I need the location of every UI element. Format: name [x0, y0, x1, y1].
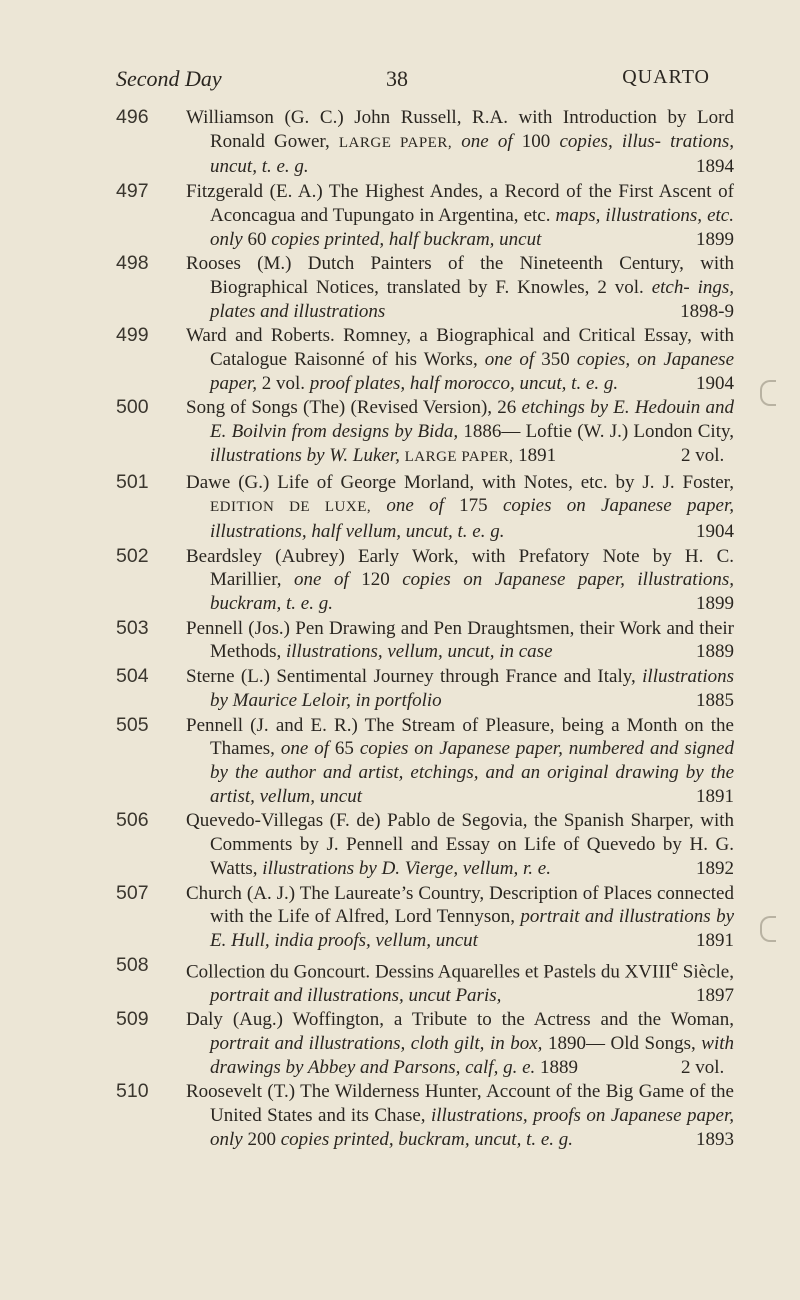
margin-bracket — [760, 380, 776, 406]
lot-description: Quevedo-Villegas (F. de) Pablo de Segovia, the Spanish Sharper, with Comments by J. Pennell and Essay on Life of Quevedo by H. G. Watts, illustrations by D. Vierge, vellum, r. e. 1892 — [186, 810, 734, 879]
lot-number: 507 — [116, 881, 149, 904]
page-number: 38 — [386, 66, 408, 91]
lot-description: Williamson (G. C.) John Russell, R.A. with Introduction by Lord Ronald Gower, LARGE PAPER, one of 100 copies, illus- trations, uncut, t. e. g. 1894 — [186, 107, 734, 178]
lot-number: 502 — [116, 544, 149, 567]
lot-description: Church (A. J.) The Laureate’s Country, Description of Places connected with the Life of Alfred, Lord Tennyson, portrait and illustrations by E. Hull, india proofs, vellum, uncut 1891 — [186, 882, 734, 951]
lot-year: 1891 — [696, 929, 734, 951]
lot-number: 505 — [116, 713, 149, 736]
lot-year: 1898-9 — [680, 300, 734, 322]
lot-entry — [0, 882, 800, 953]
lot-description: Ward and Roberts. Romney, a Biographical and Critical Essay, with Catalogue Raisonné of his Works, one of 350 copies, on Japanese paper, 2 vol. proof plates, half morocco, uncut, t. e. g. 1904 — [186, 325, 735, 394]
lot-year: 1889 — [696, 641, 734, 663]
lot-entry — [0, 1008, 800, 1079]
lot-entry — [0, 545, 800, 616]
lot-year: 1897 — [696, 984, 734, 1006]
lot-description: Daly (Aug.) Woffington, a Tribute to the Actress and the Woman, portrait and illustrations, cloth gilt, in box, 1890— Old Songs, with drawings by Abbey and Parsons, calf, g. e. 1889 2 vol. — [186, 1009, 734, 1078]
lot-description: Fitzgerald (E. A.) The Highest Andes, a Record of the First Ascent of Aconcagua and Tupungato in Argentina, etc. maps, illustrations, etc. only 60 copies printed, half buckram, uncut 1899 — [186, 181, 734, 250]
lot-number: 500 — [116, 396, 149, 419]
lot-entry — [0, 714, 800, 809]
lot-entry — [0, 324, 800, 395]
lot-description: Dawe (G.) Life of George Morland, with Notes, etc. by J. J. Foster, EDITION DE LUXE, one of 175 copies on Japanese paper, illustrations, half vellum, uncut, t. e. g. 1904 — [186, 471, 734, 542]
header-left: Second Day — [116, 66, 222, 91]
lot-number: 504 — [116, 665, 149, 688]
lot-year: 1899 — [696, 228, 734, 250]
lot-entry — [0, 1080, 800, 1151]
lot-entry — [0, 252, 800, 323]
lot-number: 498 — [116, 252, 149, 275]
lot-description: Collection du Goncourt. Dessins Aquarelles et Pastels du XVIIIe Siècle, portrait and illustrations, uncut Paris, 1897 — [186, 956, 734, 1006]
lot-entry — [0, 809, 800, 880]
lot-description: Pennell (Jos.) Pen Drawing and Pen Draughtsmen, their Work and their Methods, illustrations, vellum, uncut, in case 1889 — [186, 617, 734, 663]
lot-entry — [0, 396, 800, 469]
lot-number: 497 — [116, 180, 149, 203]
header-right: QUARTO — [622, 66, 710, 88]
lot-year: 2 vol. — [680, 444, 725, 466]
margin-bracket — [760, 916, 776, 942]
lot-entry — [0, 106, 800, 179]
lot-year: 1891 — [696, 785, 734, 807]
lot-number: 499 — [116, 324, 149, 347]
lot-year: 1904 — [696, 520, 734, 542]
lot-description: Song of Songs (The) (Revised Version), 26 etchings by E. Hedouin and E. Boilvin from designs by Bida, 1886— Loftie (W. J.) London City, illustrations by W. Luker, LARGE PAPER, 1891 2 vol. — [186, 397, 734, 466]
lot-description: Pennell (J. and E. R.) The Stream of Pleasure, being a Month on the Thames, one of 65 copies on Japanese paper, numbered and signed by the author and artist, etchings, and an original drawing by the artist, vellum, uncut 1891 — [186, 714, 734, 807]
lot-description: Rooses (M.) Dutch Painters of the Nineteenth Century, with Biographical Notices, translated by F. Knowles, 2 vol. etch- ings, plates and illustrations 1898-9 — [186, 253, 734, 322]
lot-number: 501 — [116, 470, 149, 493]
lot-year: 1893 — [696, 1128, 734, 1150]
lot-entry — [0, 617, 800, 664]
lot-description: Roosevelt (T.) The Wilderness Hunter, Account of the Big Game of the United States and its Chase, illustrations, proofs on Japanese paper, only 200 copies printed, buckram, uncut, t. e. g. 1893 — [186, 1081, 734, 1150]
lot-year: 1892 — [696, 857, 734, 879]
lot-description: Sterne (L.) Sentimental Journey through France and Italy, illustrations by Maurice Leloir, in portfolio 1885 — [186, 666, 734, 711]
lot-number: 496 — [116, 106, 149, 128]
lot-number: 506 — [116, 809, 149, 832]
lot-year: 1894 — [696, 156, 734, 178]
lot-entry — [0, 665, 800, 712]
lot-number: 503 — [116, 616, 149, 639]
lot-number: 509 — [116, 1008, 149, 1031]
lot-year: 1885 — [696, 689, 734, 711]
lot-entry — [0, 954, 800, 1008]
lot-year: 1899 — [696, 593, 734, 615]
lot-list — [0, 106, 800, 1153]
lot-description: Beardsley (Aubrey) Early Work, with Prefatory Note by H. C. Marillier, one of 120 copies on Japanese paper, illustrations, buckram, t. e. g. 1899 — [186, 545, 734, 615]
lot-year: 2 vol. — [680, 1056, 725, 1078]
lot-year: 1904 — [696, 372, 734, 394]
lot-number: 508 — [116, 953, 149, 976]
lot-entry — [0, 180, 800, 251]
lot-entry — [0, 471, 800, 544]
lot-number: 510 — [116, 1080, 149, 1103]
page-header — [116, 66, 710, 96]
